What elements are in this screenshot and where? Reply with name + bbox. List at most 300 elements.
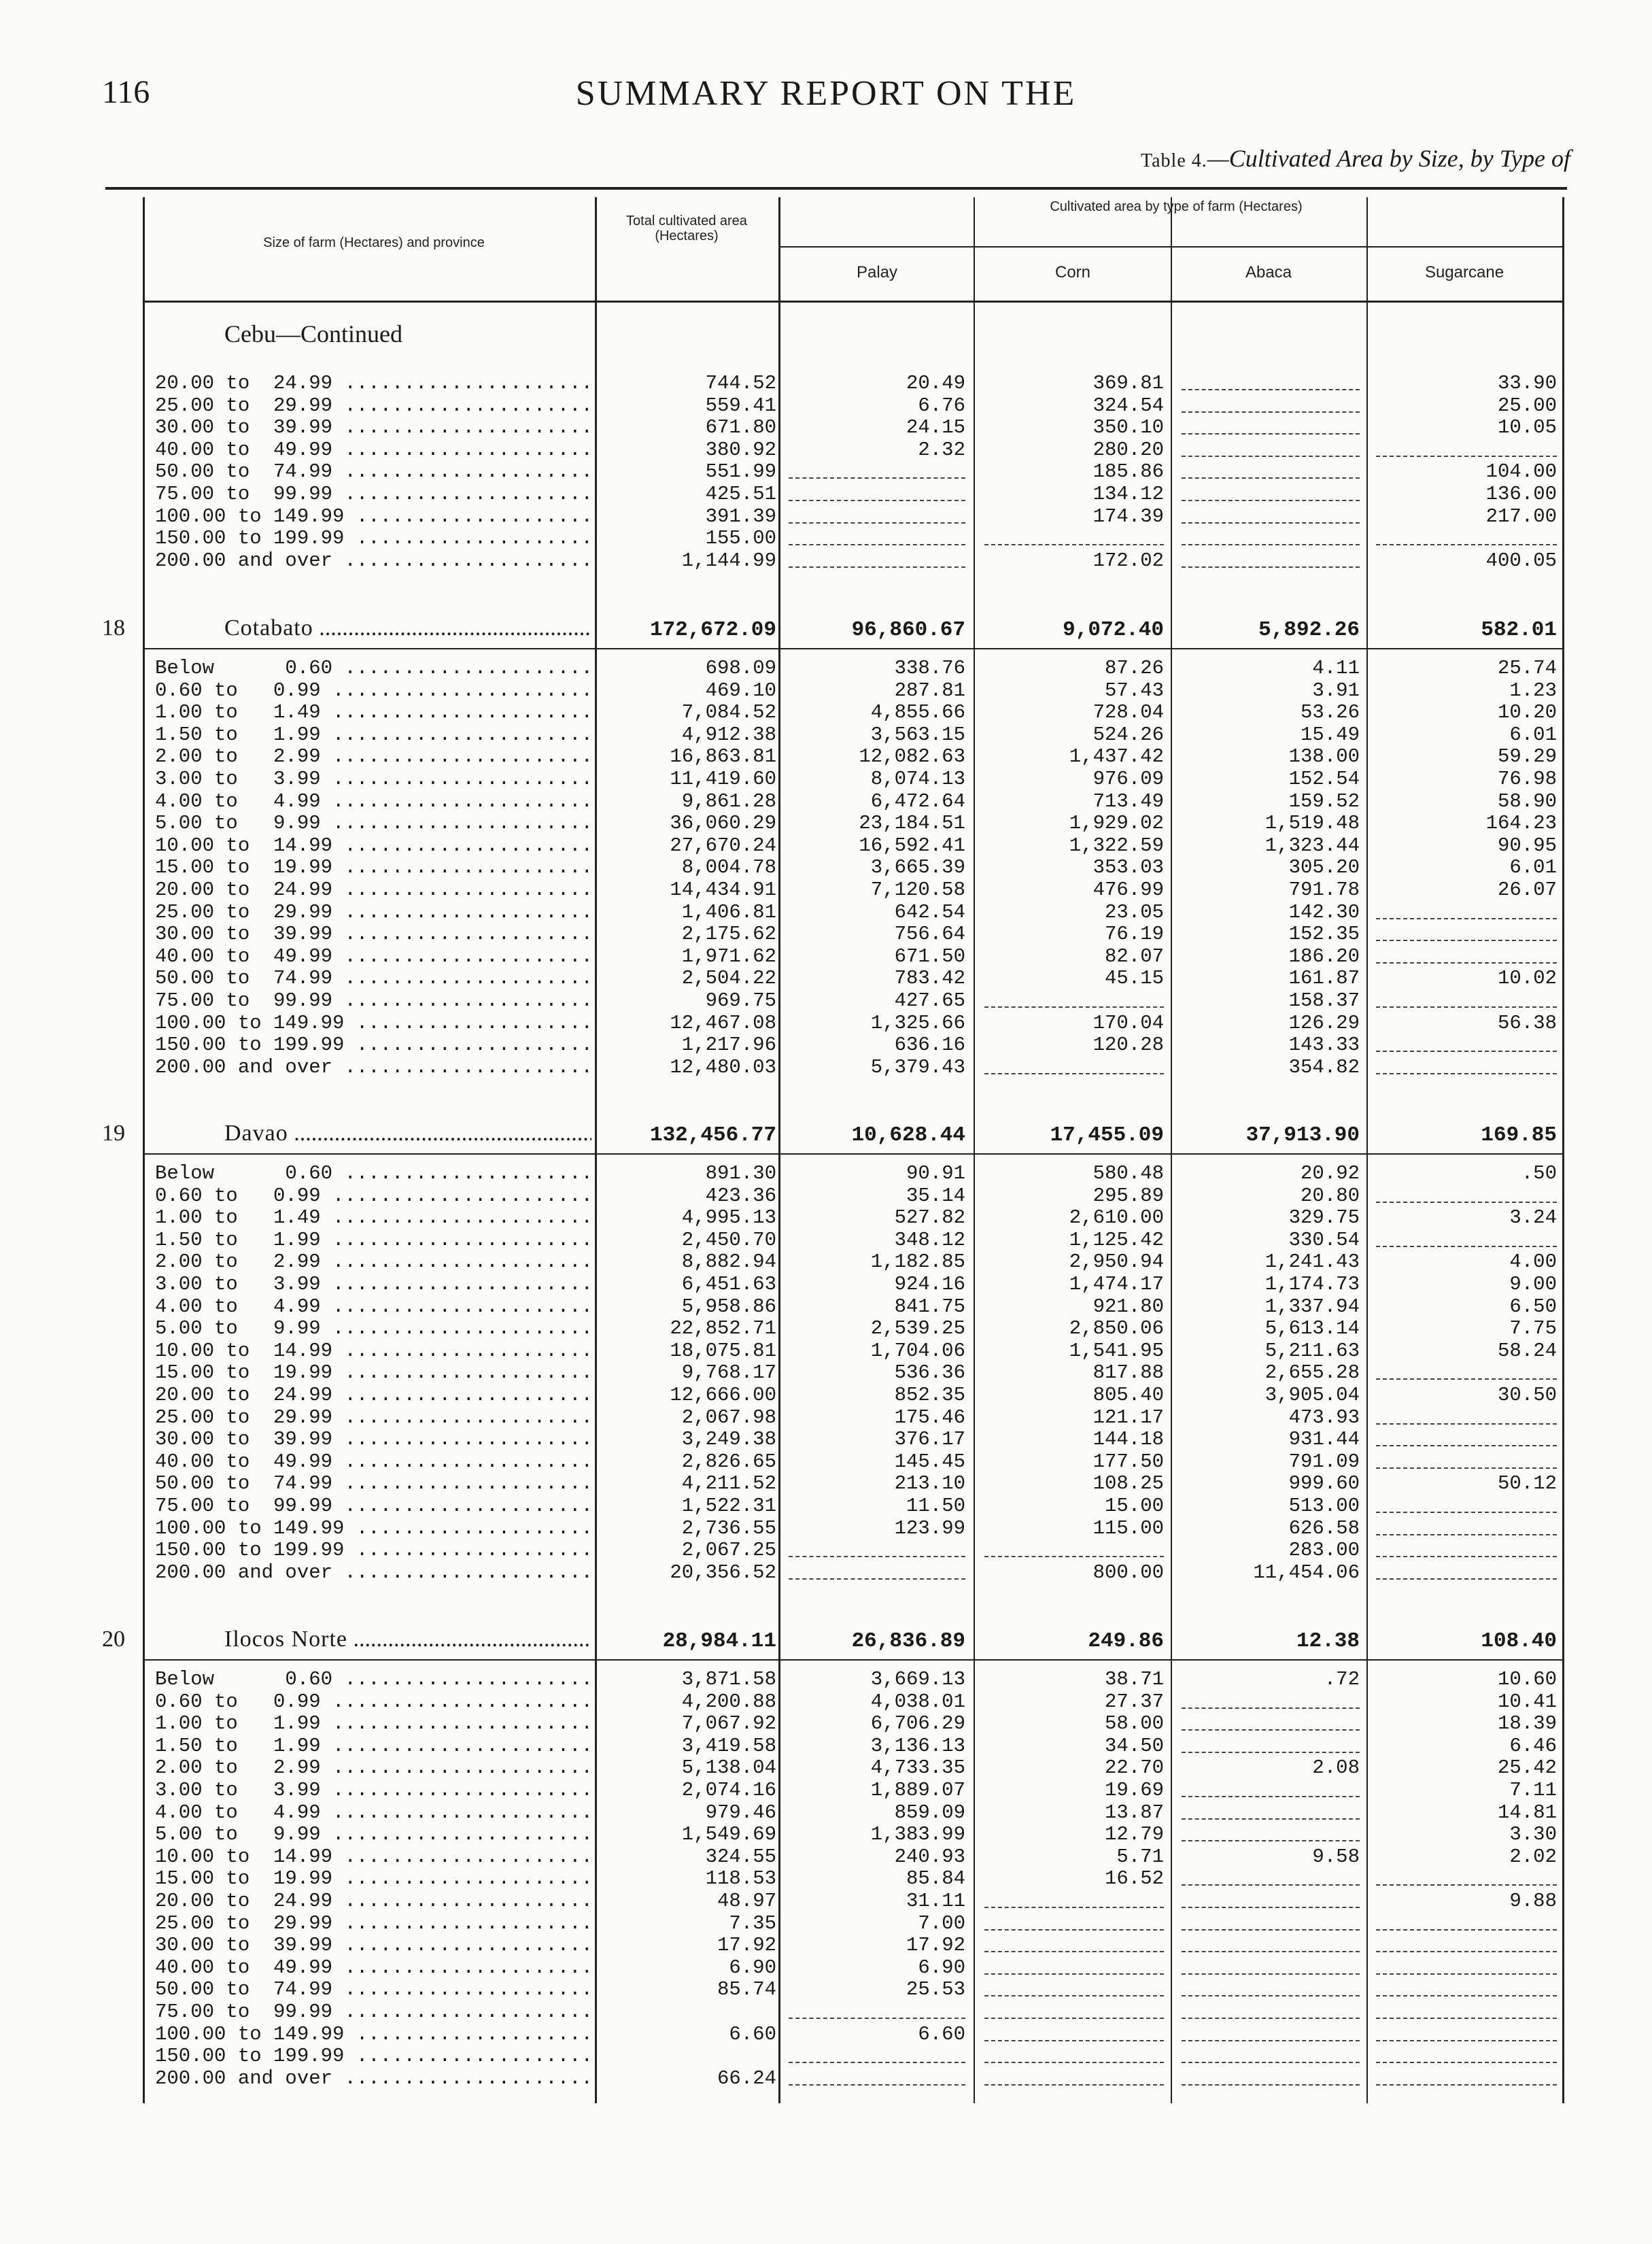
palay-cell: 376.17 bbox=[894, 1428, 965, 1451]
abaca-cell: 2.08 bbox=[1312, 1756, 1360, 1780]
table-row bbox=[0, 1890, 1652, 1912]
palay-cell: 427.65 bbox=[894, 989, 965, 1012]
empty-cell-dash bbox=[1182, 1973, 1360, 1975]
corn-cell: 5.71 bbox=[1116, 1845, 1164, 1868]
size-class-label: 15.00 to 19.99 ..... bbox=[155, 1362, 590, 1384]
table-row bbox=[0, 1362, 1652, 1384]
empty-cell-dash bbox=[1182, 2018, 1360, 2019]
table-row bbox=[0, 1691, 1652, 1713]
province-row bbox=[0, 615, 1652, 645]
total-cell: 7,084.52 bbox=[681, 701, 776, 724]
size-class-label: 200.00 and over ..... bbox=[155, 1057, 590, 1078]
header-group-rule bbox=[778, 246, 1562, 248]
province-sugarcane-cell: 169.85 bbox=[1481, 1123, 1557, 1147]
table-row bbox=[0, 835, 1652, 857]
total-cell: 6.60 bbox=[729, 2022, 776, 2045]
size-class-label: 15.00 to 19.99 ..... bbox=[155, 857, 590, 879]
corn-cell: 134.12 bbox=[1092, 483, 1164, 505]
size-class-label: 150.00 to 199.99 ..... bbox=[155, 528, 590, 549]
palay-cell: 17.92 bbox=[906, 1934, 965, 1957]
palay-cell: 1,182.85 bbox=[870, 1251, 965, 1274]
total-cell: 5,958.86 bbox=[681, 1295, 776, 1318]
page-number: 116 bbox=[102, 74, 150, 110]
palay-cell: 1,889.07 bbox=[870, 1779, 965, 1801]
corn-cell: 15.00 bbox=[1104, 1495, 1164, 1517]
empty-cell-dash bbox=[984, 2062, 1164, 2063]
empty-cell-dash bbox=[1376, 1512, 1557, 1513]
size-class-label: 0.60 to 0.99 ..... bbox=[155, 680, 590, 702]
empty-cell-dash bbox=[1182, 1729, 1360, 1731]
total-cell: 979.46 bbox=[705, 1801, 776, 1824]
corn-cell: 1,541.95 bbox=[1069, 1339, 1164, 1362]
palay-cell: 240.93 bbox=[894, 1845, 965, 1868]
abaca-cell: 142.30 bbox=[1288, 900, 1360, 923]
corn-cell: 120.28 bbox=[1092, 1034, 1164, 1057]
table-row bbox=[0, 990, 1652, 1012]
empty-cell-dash bbox=[984, 1006, 1164, 1008]
palay-cell: 841.75 bbox=[894, 1295, 965, 1318]
table-row bbox=[0, 483, 1652, 505]
table-row bbox=[0, 439, 1652, 461]
corn-cell: 170.04 bbox=[1092, 1011, 1164, 1034]
province-rule bbox=[143, 648, 1562, 649]
size-class-label: 30.00 to 39.99 ..... bbox=[155, 1429, 590, 1450]
running-head: SUMMARY REPORT ON THE bbox=[575, 74, 1077, 113]
province-palay-cell: 96,860.67 bbox=[851, 618, 965, 642]
table-row bbox=[0, 506, 1652, 528]
palay-cell: 31.11 bbox=[906, 1890, 965, 1912]
palay-cell: 6,472.64 bbox=[870, 789, 965, 813]
table-row bbox=[0, 1757, 1652, 1779]
palay-cell: 8,074.13 bbox=[870, 768, 965, 790]
palay-cell: 7,120.58 bbox=[870, 879, 965, 901]
empty-cell-dash bbox=[984, 2084, 1164, 2086]
palay-cell: 3,136.13 bbox=[870, 1734, 965, 1757]
size-class-label: 40.00 to 49.99 ..... bbox=[155, 1451, 590, 1473]
abaca-cell: 626.58 bbox=[1288, 1516, 1360, 1540]
empty-cell-dash bbox=[1182, 2040, 1360, 2041]
corn-cell: 817.88 bbox=[1092, 1361, 1164, 1384]
sugarcane-cell: 14.81 bbox=[1497, 1801, 1557, 1824]
total-cell: 391.39 bbox=[705, 505, 776, 528]
empty-cell-dash bbox=[1376, 456, 1557, 457]
corn-cell: 2,850.06 bbox=[1069, 1317, 1164, 1340]
empty-cell-dash bbox=[1376, 2084, 1557, 2086]
province-palay-cell: 26,836.89 bbox=[851, 1629, 965, 1653]
size-class-label: 25.00 to 29.99 ..... bbox=[155, 1407, 590, 1429]
abaca-cell: 931.44 bbox=[1288, 1428, 1360, 1451]
abaca-cell: 791.09 bbox=[1288, 1450, 1360, 1473]
size-class-label: 1.50 to 1.99 ..... bbox=[155, 1735, 590, 1757]
total-cell: 27,670.24 bbox=[670, 834, 776, 857]
abaca-cell: 1,323.44 bbox=[1264, 834, 1360, 857]
abaca-cell: 1,241.43 bbox=[1264, 1251, 1360, 1274]
size-class-label: 75.00 to 99.99 ..... bbox=[155, 2001, 590, 2023]
corn-cell: 476.99 bbox=[1092, 879, 1164, 901]
palay-cell: 24.15 bbox=[906, 416, 965, 439]
total-cell: 1,522.31 bbox=[681, 1495, 776, 1517]
total-cell: 2,175.62 bbox=[681, 923, 776, 946]
size-class-label: 1.50 to 1.99 ..... bbox=[155, 1229, 590, 1251]
empty-cell-dash bbox=[1376, 1423, 1557, 1425]
table-row bbox=[0, 1540, 1652, 1561]
table-row bbox=[0, 1562, 1652, 1584]
header-type-group: Cultivated area by type of farm (Hectares) bbox=[1050, 199, 1303, 214]
sugarcane-cell: 10.60 bbox=[1497, 1668, 1557, 1690]
empty-cell-dash bbox=[1376, 1006, 1557, 1008]
empty-cell-dash bbox=[1376, 1445, 1557, 1446]
palay-cell: 7.00 bbox=[918, 1911, 965, 1935]
table-row bbox=[0, 813, 1652, 834]
size-class-label: 0.60 to 0.99 ..... bbox=[155, 1185, 590, 1207]
size-class-label: 0.60 to 0.99 ..... bbox=[155, 1691, 590, 1713]
total-cell: 9,861.28 bbox=[681, 789, 776, 813]
total-cell: 3,419.58 bbox=[681, 1734, 776, 1757]
abaca-cell: 159.52 bbox=[1288, 789, 1360, 813]
empty-cell-dash bbox=[789, 500, 965, 501]
empty-cell-dash bbox=[789, 1578, 965, 1580]
abaca-cell: 152.35 bbox=[1288, 923, 1360, 946]
total-cell: 7.35 bbox=[729, 1911, 776, 1935]
corn-cell: 34.50 bbox=[1104, 1734, 1164, 1757]
total-cell: 12,480.03 bbox=[670, 1055, 776, 1078]
abaca-cell: 999.60 bbox=[1288, 1472, 1360, 1495]
corn-cell: 58.00 bbox=[1104, 1712, 1164, 1735]
palay-cell: 859.09 bbox=[894, 1801, 965, 1824]
size-class-label: 30.00 to 39.99 ..... bbox=[155, 923, 590, 945]
sugarcane-cell: 6.50 bbox=[1509, 1295, 1557, 1318]
total-cell: 4,995.13 bbox=[681, 1206, 776, 1229]
abaca-cell: 513.00 bbox=[1288, 1495, 1360, 1517]
empty-cell-dash bbox=[1376, 1073, 1557, 1074]
size-class-label: 200.00 and over ..... bbox=[155, 550, 590, 572]
size-class-label: 1.00 to 1.49 ..... bbox=[155, 1207, 590, 1229]
table-caption-title: —Cultivated Area by Size, by Type of bbox=[1207, 145, 1570, 172]
sugarcane-cell: 26.07 bbox=[1497, 879, 1557, 901]
abaca-cell: 283.00 bbox=[1288, 1539, 1360, 1562]
abaca-cell: 143.33 bbox=[1288, 1034, 1360, 1057]
size-class-label: 150.00 to 199.99 ..... bbox=[155, 2045, 590, 2067]
size-class-label: Below 0.60 ..... bbox=[155, 1163, 590, 1185]
empty-cell-dash bbox=[1182, 2062, 1360, 2063]
total-cell: 8,882.94 bbox=[681, 1251, 776, 1274]
sugarcane-cell: 90.95 bbox=[1497, 834, 1557, 857]
abaca-cell: 5,613.14 bbox=[1264, 1317, 1360, 1340]
size-class-label: Below 0.60 ..... bbox=[155, 658, 590, 679]
empty-cell-dash bbox=[789, 2018, 965, 2019]
total-cell: 324.55 bbox=[705, 1845, 776, 1868]
abaca-cell: 3,905.04 bbox=[1264, 1384, 1360, 1406]
table-row bbox=[0, 1780, 1652, 1801]
palay-cell: 3,563.15 bbox=[870, 723, 965, 746]
abaca-cell: 329.75 bbox=[1288, 1206, 1360, 1229]
empty-cell-dash bbox=[1376, 940, 1557, 941]
palay-cell: 123.99 bbox=[894, 1516, 965, 1540]
corn-cell: 1,125.42 bbox=[1069, 1228, 1164, 1251]
size-class-label: 10.00 to 14.99 ..... bbox=[155, 1846, 590, 1868]
palay-cell: 6.76 bbox=[918, 394, 965, 417]
province-name: Ilocos Norte ..... bbox=[224, 1627, 591, 1652]
table-row bbox=[0, 1473, 1652, 1495]
palay-cell: 4,038.01 bbox=[870, 1690, 965, 1713]
palay-cell: 12,082.63 bbox=[859, 745, 965, 768]
palay-cell: 852.35 bbox=[894, 1384, 965, 1406]
corn-cell: 121.17 bbox=[1092, 1406, 1164, 1429]
palay-cell: 145.45 bbox=[894, 1450, 965, 1473]
sugarcane-cell: 136.00 bbox=[1485, 483, 1557, 505]
empty-cell-dash bbox=[1182, 1707, 1360, 1709]
province-total-cell: 132,456.77 bbox=[649, 1123, 776, 1147]
palay-cell: 5,379.43 bbox=[870, 1055, 965, 1078]
province-corn-cell: 249.86 bbox=[1088, 1629, 1164, 1653]
table-row bbox=[0, 968, 1652, 989]
palay-cell: 924.16 bbox=[894, 1273, 965, 1295]
abaca-cell: 158.37 bbox=[1288, 989, 1360, 1012]
corn-cell: 580.48 bbox=[1092, 1162, 1164, 1185]
total-cell: 2,074.16 bbox=[681, 1779, 776, 1801]
empty-cell-dash bbox=[1376, 1556, 1557, 1557]
empty-cell-dash bbox=[1376, 1246, 1557, 1247]
size-class-label: 100.00 to 149.99 ..... bbox=[155, 1518, 590, 1540]
size-class-label: 20.00 to 24.99 ..... bbox=[155, 879, 590, 901]
province-abaca-cell: 5,892.26 bbox=[1258, 618, 1360, 642]
palay-cell: 1,704.06 bbox=[870, 1339, 965, 1362]
corn-cell: 87.26 bbox=[1104, 657, 1164, 679]
palay-cell: 2,539.25 bbox=[870, 1317, 965, 1340]
table-row bbox=[0, 1185, 1652, 1207]
empty-cell-dash bbox=[1182, 566, 1360, 568]
size-class-label: 10.00 to 14.99 ..... bbox=[155, 835, 590, 857]
total-cell: 559.41 bbox=[705, 394, 776, 417]
palay-cell: 2.32 bbox=[918, 438, 965, 461]
total-cell: 744.52 bbox=[705, 372, 776, 394]
corn-cell: 38.71 bbox=[1104, 1668, 1164, 1690]
size-class-label: 30.00 to 39.99 ..... bbox=[155, 1935, 590, 1956]
palay-cell: 4,733.35 bbox=[870, 1756, 965, 1780]
table-row bbox=[0, 857, 1652, 879]
table-row bbox=[0, 1868, 1652, 1890]
corn-cell: 174.39 bbox=[1092, 505, 1164, 528]
corn-cell: 728.04 bbox=[1092, 701, 1164, 724]
palay-cell: 11.50 bbox=[906, 1495, 965, 1517]
palay-cell: 3,669.13 bbox=[870, 1668, 965, 1690]
sugarcane-cell: 6.46 bbox=[1509, 1734, 1557, 1757]
sugarcane-cell: 6.01 bbox=[1509, 856, 1557, 879]
abaca-cell: 5,211.63 bbox=[1264, 1339, 1360, 1362]
total-cell: 1,549.69 bbox=[681, 1823, 776, 1846]
sugarcane-cell: 59.29 bbox=[1497, 745, 1557, 768]
table-row bbox=[0, 879, 1652, 901]
corn-cell: 13.87 bbox=[1104, 1801, 1164, 1824]
palay-cell: 1,325.66 bbox=[870, 1011, 965, 1034]
total-cell: 425.51 bbox=[705, 483, 776, 505]
sugarcane-cell: 104.00 bbox=[1485, 460, 1557, 483]
table-row bbox=[0, 1429, 1652, 1450]
corn-cell: 295.89 bbox=[1092, 1184, 1164, 1207]
table-row bbox=[0, 791, 1652, 813]
abaca-cell: 473.93 bbox=[1288, 1406, 1360, 1429]
corn-cell: 2,610.00 bbox=[1069, 1206, 1164, 1229]
palay-cell: 6.60 bbox=[918, 2022, 965, 2045]
total-cell: 7,067.92 bbox=[681, 1712, 776, 1735]
table-row bbox=[0, 2001, 1652, 2023]
table-row bbox=[0, 2068, 1652, 2090]
total-cell: 9,768.17 bbox=[681, 1361, 776, 1384]
table-row bbox=[0, 1669, 1652, 1690]
empty-cell-dash bbox=[1376, 1051, 1557, 1052]
total-cell: 118.53 bbox=[705, 1867, 776, 1890]
table-row bbox=[0, 768, 1652, 790]
size-class-label: 3.00 to 3.99 ..... bbox=[155, 1274, 590, 1295]
size-class-label: 100.00 to 149.99 ..... bbox=[155, 506, 590, 528]
sugarcane-cell: 9.88 bbox=[1509, 1890, 1557, 1912]
total-cell: 2,067.98 bbox=[681, 1406, 776, 1429]
table-row bbox=[0, 1013, 1652, 1034]
palay-cell: 3,665.39 bbox=[870, 856, 965, 879]
table-row bbox=[0, 1957, 1652, 1979]
corn-cell: 177.50 bbox=[1092, 1450, 1164, 1473]
empty-cell-dash bbox=[1182, 456, 1360, 457]
table-row bbox=[0, 528, 1652, 549]
table-caption bbox=[1141, 144, 1570, 173]
abaca-cell: 138.00 bbox=[1288, 745, 1360, 768]
table-row bbox=[0, 1384, 1652, 1406]
empty-cell-dash bbox=[1376, 544, 1557, 545]
abaca-cell: 2,655.28 bbox=[1264, 1361, 1360, 1384]
corn-cell: 27.37 bbox=[1104, 1690, 1164, 1713]
total-cell: 1,971.62 bbox=[681, 945, 776, 968]
total-cell: 85.74 bbox=[717, 1978, 776, 2001]
empty-cell-dash bbox=[1376, 1202, 1557, 1203]
size-class-label: 50.00 to 74.99 ..... bbox=[155, 1473, 590, 1495]
total-cell: 22,852.71 bbox=[670, 1317, 776, 1340]
province-row bbox=[0, 1627, 1652, 1656]
size-class-label: 20.00 to 24.99 ..... bbox=[155, 1384, 590, 1406]
empty-cell-dash bbox=[1182, 1752, 1360, 1753]
sugarcane-cell: 4.00 bbox=[1509, 1251, 1557, 1274]
empty-cell-dash bbox=[984, 544, 1164, 545]
empty-cell-dash bbox=[984, 1556, 1164, 1557]
table-row bbox=[0, 1713, 1652, 1735]
table-row bbox=[0, 1229, 1652, 1251]
corn-cell: 115.00 bbox=[1092, 1516, 1164, 1540]
empty-cell-dash bbox=[1376, 1578, 1557, 1580]
size-class-label: Below 0.60 ..... bbox=[155, 1669, 590, 1690]
sugarcane-cell: 400.05 bbox=[1485, 549, 1557, 572]
sugarcane-cell: 33.90 bbox=[1497, 372, 1557, 394]
corn-cell: 369.81 bbox=[1092, 372, 1164, 394]
abaca-cell: 9.58 bbox=[1312, 1845, 1360, 1868]
total-cell: 4,912.38 bbox=[681, 723, 776, 746]
table-row bbox=[0, 1340, 1652, 1362]
header-sugarcane: Sugarcane bbox=[1424, 263, 1504, 282]
abaca-cell: 3.91 bbox=[1312, 679, 1360, 702]
empty-cell-dash bbox=[1376, 918, 1557, 919]
total-cell: 380.92 bbox=[705, 438, 776, 461]
size-class-label: 2.00 to 2.99 ..... bbox=[155, 1757, 590, 1779]
size-class-label: 3.00 to 3.99 ..... bbox=[155, 1780, 590, 1801]
total-cell: 18,075.81 bbox=[670, 1339, 776, 1362]
corn-cell: 350.10 bbox=[1092, 416, 1164, 439]
total-cell: 16,863.81 bbox=[670, 745, 776, 768]
corn-cell: 353.03 bbox=[1092, 856, 1164, 879]
header-corn: Corn bbox=[1054, 263, 1091, 282]
corn-cell: 76.19 bbox=[1104, 923, 1164, 946]
empty-cell-dash bbox=[1182, 500, 1360, 501]
total-cell: 2,736.55 bbox=[681, 1516, 776, 1540]
sugarcane-cell: 3.24 bbox=[1509, 1206, 1557, 1229]
table-row bbox=[0, 1296, 1652, 1318]
palay-cell: 1,383.99 bbox=[870, 1823, 965, 1846]
corn-cell: 82.07 bbox=[1104, 945, 1164, 968]
table-row bbox=[0, 923, 1652, 945]
size-class-label: 50.00 to 74.99 ..... bbox=[155, 968, 590, 989]
empty-cell-dash bbox=[1182, 477, 1360, 479]
table-row bbox=[0, 1935, 1652, 1956]
empty-cell-dash bbox=[1182, 1907, 1360, 1908]
empty-cell-dash bbox=[789, 522, 965, 524]
corn-cell: 144.18 bbox=[1092, 1428, 1164, 1451]
total-cell: 423.36 bbox=[705, 1184, 776, 1207]
total-cell: 3,249.38 bbox=[681, 1428, 776, 1451]
sugarcane-cell: 58.90 bbox=[1497, 789, 1557, 813]
total-cell: 155.00 bbox=[705, 527, 776, 550]
province-rule bbox=[143, 1153, 1562, 1155]
province-sugarcane-cell: 108.40 bbox=[1481, 1629, 1557, 1653]
corn-cell: 23.05 bbox=[1104, 900, 1164, 923]
size-class-label: 100.00 to 149.99 ..... bbox=[155, 1013, 590, 1034]
size-class-label: 200.00 and over ..... bbox=[155, 1562, 590, 1584]
sugarcane-cell: 10.20 bbox=[1497, 701, 1557, 724]
province-number: 19 bbox=[102, 1121, 125, 1146]
table-row bbox=[0, 395, 1652, 417]
empty-cell-dash bbox=[789, 544, 965, 545]
corn-cell: 16.52 bbox=[1104, 1867, 1164, 1890]
table-row bbox=[0, 946, 1652, 968]
sugarcane-cell: 10.02 bbox=[1497, 967, 1557, 990]
table-row bbox=[0, 1913, 1652, 1935]
province-palay-cell: 10,628.44 bbox=[851, 1123, 965, 1147]
abaca-cell: 53.26 bbox=[1300, 701, 1360, 724]
sugarcane-cell: 2.02 bbox=[1509, 1845, 1557, 1868]
sugarcane-cell: .50 bbox=[1521, 1162, 1557, 1185]
empty-cell-dash bbox=[789, 477, 965, 479]
total-cell: 671.80 bbox=[705, 416, 776, 439]
size-class-label: 40.00 to 49.99 ..... bbox=[155, 946, 590, 968]
palay-cell: 527.82 bbox=[894, 1206, 965, 1229]
palay-cell: 25.53 bbox=[906, 1978, 965, 2001]
size-class-label: 5.00 to 9.99 ..... bbox=[155, 813, 590, 834]
corn-cell: 713.49 bbox=[1092, 789, 1164, 813]
size-class-label: 2.00 to 2.99 ..... bbox=[155, 1251, 590, 1273]
size-class-label: 25.00 to 29.99 ..... bbox=[155, 902, 590, 923]
empty-cell-dash bbox=[1376, 962, 1557, 964]
abaca-cell: .72 bbox=[1324, 1668, 1360, 1690]
abaca-cell: 186.20 bbox=[1288, 945, 1360, 968]
abaca-cell: 152.54 bbox=[1288, 768, 1360, 790]
table-row bbox=[0, 1824, 1652, 1846]
palay-cell: 35.14 bbox=[906, 1184, 965, 1207]
table-row bbox=[0, 1451, 1652, 1473]
header-palay: Palay bbox=[856, 263, 898, 282]
table-row bbox=[0, 680, 1652, 702]
corn-cell: 324.54 bbox=[1092, 394, 1164, 417]
total-cell: 1,144.99 bbox=[681, 549, 776, 572]
corn-cell: 2,950.94 bbox=[1069, 1251, 1164, 1274]
palay-cell: 287.81 bbox=[894, 679, 965, 702]
empty-cell-dash bbox=[1182, 389, 1360, 390]
sugarcane-cell: 25.74 bbox=[1497, 657, 1557, 679]
